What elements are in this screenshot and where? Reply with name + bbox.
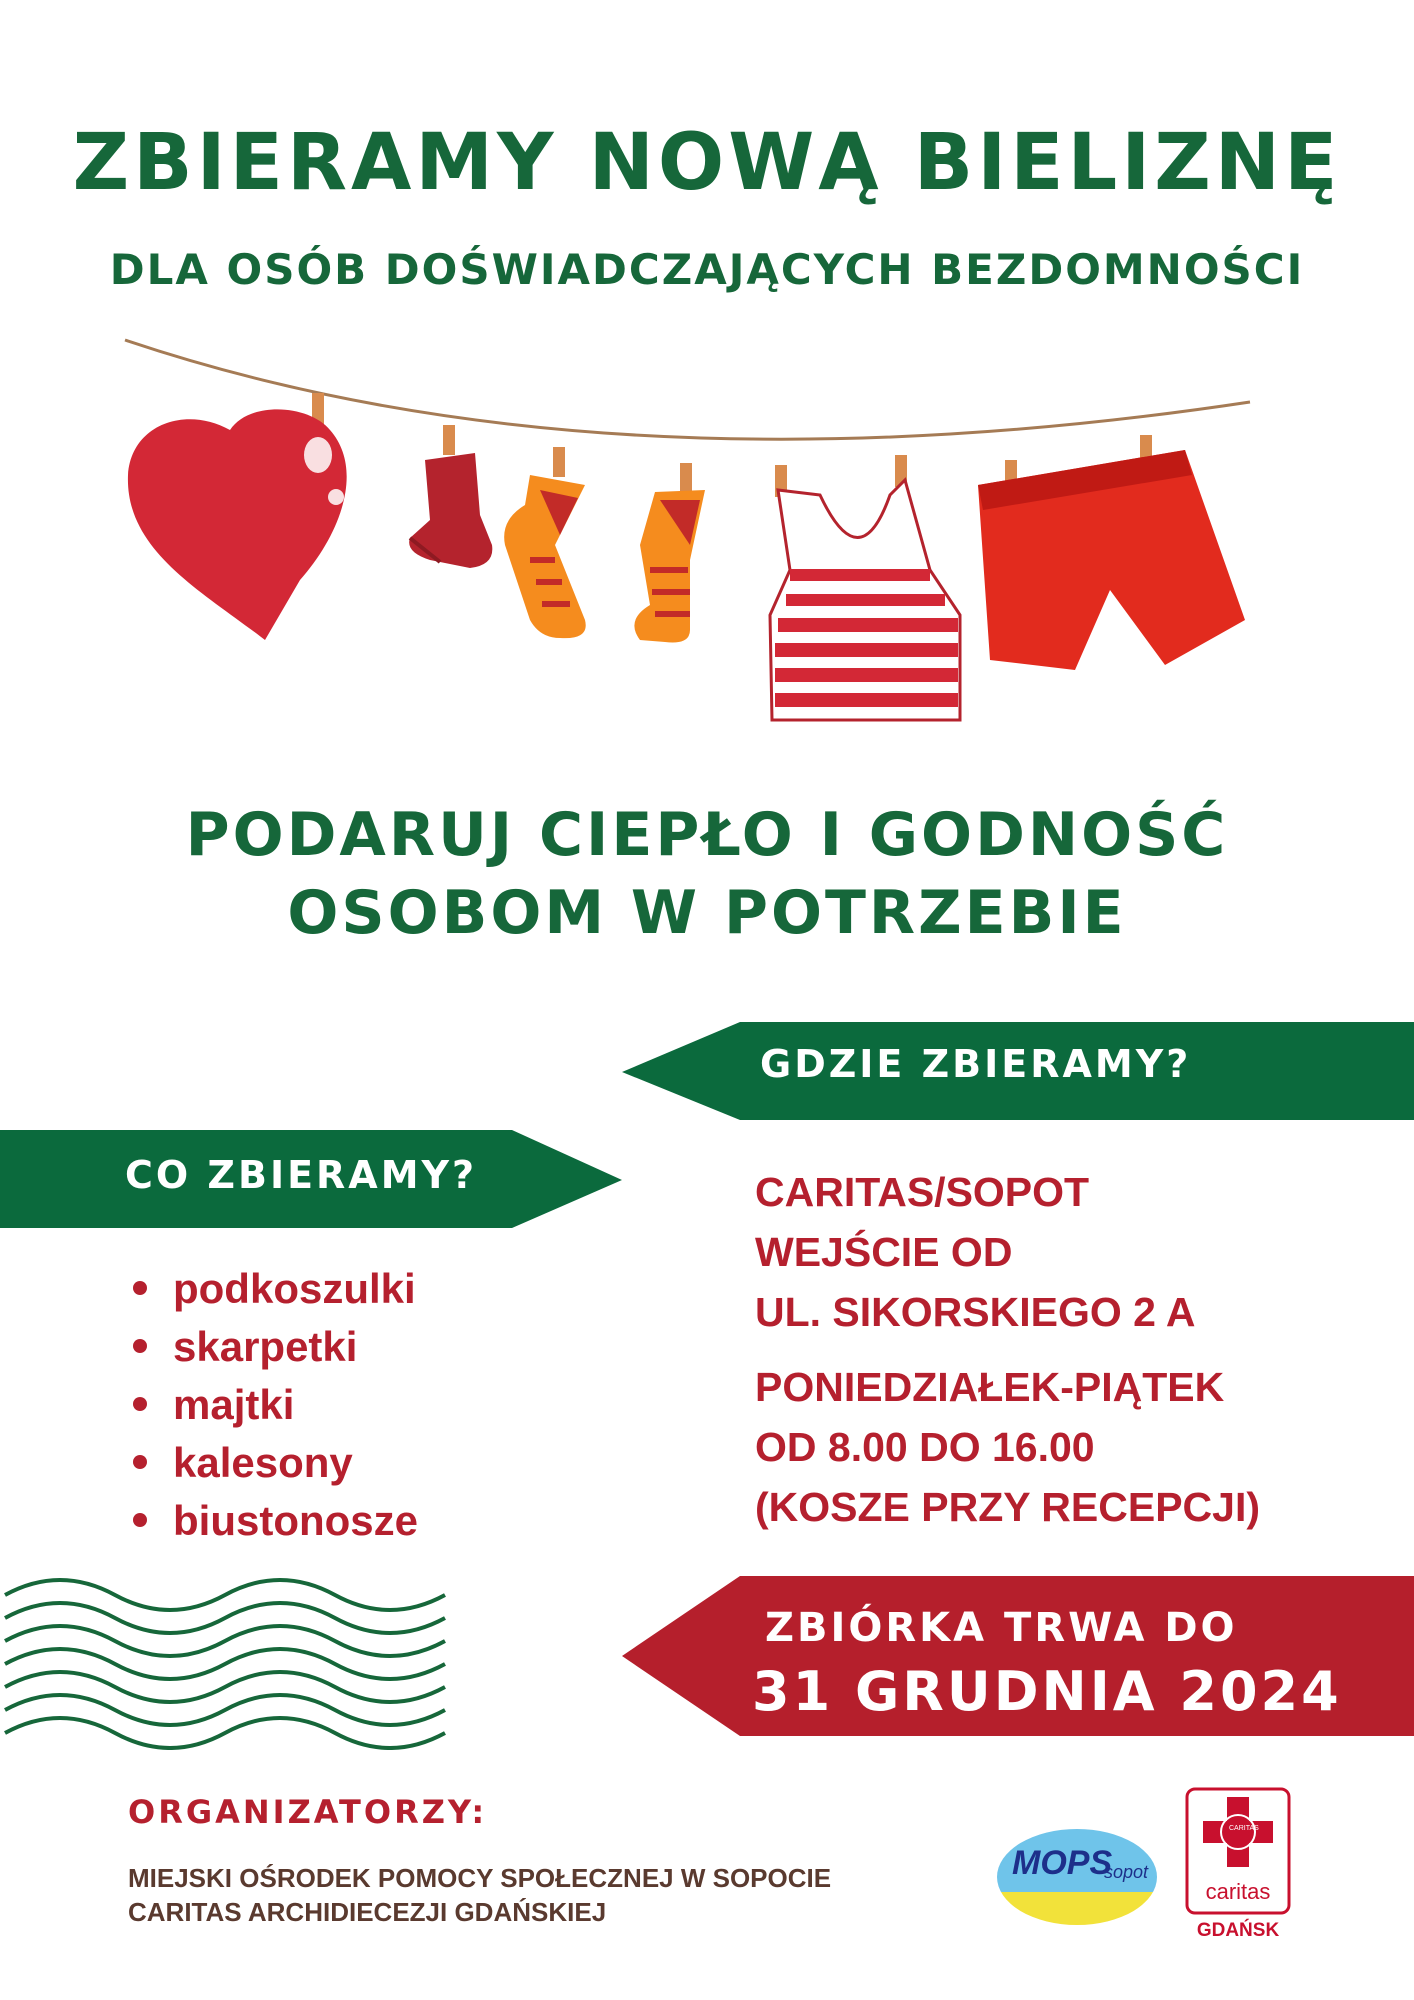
items-list	[128, 1260, 418, 1550]
caritas-city: GDAŃSK	[1196, 1920, 1280, 1941]
bullet-icon	[133, 1281, 147, 1295]
hours-block	[755, 1357, 1260, 1537]
tank-top-icon	[770, 455, 960, 720]
heart-icon	[128, 393, 347, 640]
sock-icon	[504, 447, 586, 638]
shorts-icon	[978, 435, 1245, 670]
list-item: podkoszulki	[128, 1260, 418, 1318]
hours-line: (KOSZE PRZY RECEPCJI)	[755, 1484, 1260, 1530]
hours-line: OD 8.00 DO 16.00	[755, 1424, 1095, 1470]
sock-icon	[634, 463, 705, 643]
organizer-name: MIEJSKI OŚRODEK POMOCY SPOŁECZNEJ W SOPOCIE	[128, 1863, 832, 1893]
sock-icon	[409, 425, 492, 568]
mops-logo-subtext: sopot	[1104, 1862, 1149, 1882]
poster-subtitle: DLA OSÓB DOŚWIADCZAJĄCYCH BEZDOMNOŚCI	[109, 245, 1305, 294]
caritas-ring-text: CARITAS	[1229, 1825, 1259, 1832]
address-line: CARITAS/SOPOT	[755, 1169, 1090, 1215]
caritas-logo	[1185, 1787, 1291, 1915]
bullet-icon	[133, 1455, 147, 1469]
bullet-icon	[133, 1397, 147, 1411]
organizer-name: CARITAS ARCHIDIECEZJI GDAŃSKIEJ	[128, 1897, 607, 1927]
clothesline-illustration	[0, 320, 1414, 750]
where-label: GDZIE ZBIERAMY?	[760, 1042, 1192, 1086]
mops-logo	[992, 1822, 1162, 1932]
organizers-label: ORGANIZATORZY:	[128, 1793, 488, 1831]
hours-line: PONIEDZIAŁEK-PIĄTEK	[755, 1364, 1225, 1410]
slogan-line-1: PODARUJ CIEPŁO I GODNOŚĆ	[185, 800, 1229, 870]
wavy-lines-decoration	[0, 1575, 460, 1750]
list-item: biustonosze	[128, 1492, 418, 1550]
list-item: kalesony	[128, 1434, 418, 1492]
bullet-icon	[133, 1339, 147, 1353]
address-line: UL. SIKORSKIEGO 2 A	[755, 1289, 1196, 1335]
mops-logo-text: MOPS	[1012, 1844, 1113, 1882]
deadline-line-1: ZBIÓRKA TRWA DO	[765, 1605, 1238, 1651]
deadline-line-2: 31 GRUDNIA 2024	[752, 1660, 1342, 1723]
bullet-icon	[133, 1513, 147, 1527]
caritas-logo-name: caritas	[1205, 1879, 1271, 1904]
list-item: majtki	[128, 1376, 418, 1434]
address-line: WEJŚCIE OD	[755, 1229, 1013, 1275]
list-item: skarpetki	[128, 1318, 418, 1376]
address-block	[755, 1162, 1195, 1342]
poster-title: ZBIERAMY NOWĄ BIELIZNĘ	[72, 118, 1342, 208]
what-label: CO ZBIERAMY?	[125, 1153, 478, 1197]
slogan-line-2: OSOBOM W POTRZEBIE	[287, 878, 1127, 948]
